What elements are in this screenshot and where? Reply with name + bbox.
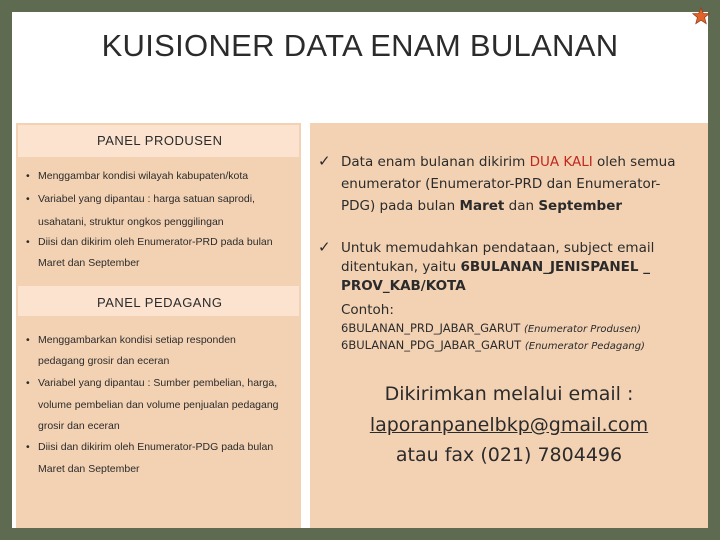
star-icon xyxy=(692,6,710,26)
paragraph-2-line-3: PROV_KAB/KOTA xyxy=(341,278,466,294)
paragraph-2-line-2: ditentukan, yaitu 6BULANAN_JENISPANEL _ xyxy=(341,259,650,275)
pedagang-bullet-2-cont-1: volume pembelian dan volume penjualan pedagang xyxy=(38,399,279,411)
paragraph-1-line-3: PDG) pada bulan Maret dan September xyxy=(341,198,623,214)
produsen-bullet-2-cont: usahatani, struktur ongkos penggilingan xyxy=(38,216,224,228)
panel-produsen-header xyxy=(18,125,299,157)
pedagang-bullet-3-cont: Maret dan September xyxy=(38,463,140,475)
contoh-label: Contoh: xyxy=(341,302,394,318)
email-link[interactable]: laporanpanelbkp@gmail.com xyxy=(369,414,649,436)
pedagang-bullet-2: • Variabel yang dipantau : Sumber pembelian, harga, xyxy=(38,377,277,389)
produsen-bullet-1: • Menggambar kondisi wilayah kabupaten/kota xyxy=(38,170,248,182)
produsen-bullet-2: • Variabel yang dipantau : harga satuan saprodi, xyxy=(38,193,255,205)
left-panel xyxy=(16,123,301,528)
panel-pedagang-header xyxy=(18,286,299,316)
produsen-bullet-3-cont: Maret dan September xyxy=(38,257,140,269)
produsen-bullet-3: • Diisi dan dikirim oleh Enumerator-PRD pada bulan xyxy=(38,236,273,248)
send-line-1: Dikirimkan melalui email : xyxy=(384,383,634,405)
example-pedagang: 6BULANAN_PDG_JABAR_GARUT (Enumerator Pedagang) xyxy=(341,338,645,352)
paragraph-2-line-1: Untuk memudahkan pendataan, subject email xyxy=(341,240,655,256)
paragraph-1-line-2: enumerator (Enumerator-PRD dan Enumerator- xyxy=(341,176,661,192)
fax-line: atau fax (021) 7804496 xyxy=(395,444,623,466)
panel-produsen-heading: PANEL PRODUSEN xyxy=(97,133,223,148)
check-icon: ✓ xyxy=(318,152,331,170)
pedagang-bullet-2-cont-2: grosir dan eceran xyxy=(38,420,120,432)
page-title: KUISIONER DATA ENAM BULANAN xyxy=(101,28,619,63)
pedagang-bullet-1: • Menggambarkan kondisi setiap responden xyxy=(38,334,236,346)
pedagang-bullet-1-cont: pedagang grosir dan eceran xyxy=(38,355,170,367)
panel-pedagang-heading: PANEL PEDAGANG xyxy=(97,295,223,310)
highlight-dua-kali: DUA KALI xyxy=(529,154,593,170)
check-icon: ✓ xyxy=(318,238,331,256)
pedagang-bullet-3: • Diisi dan dikirim oleh Enumerator-PDG pada bulan xyxy=(38,441,273,453)
paragraph-1-line-1: Data enam bulanan dikirim DUA KALI oleh semua xyxy=(341,154,676,170)
example-produsen: 6BULANAN_PRD_JABAR_GARUT (Enumerator Produsen) xyxy=(341,321,641,335)
